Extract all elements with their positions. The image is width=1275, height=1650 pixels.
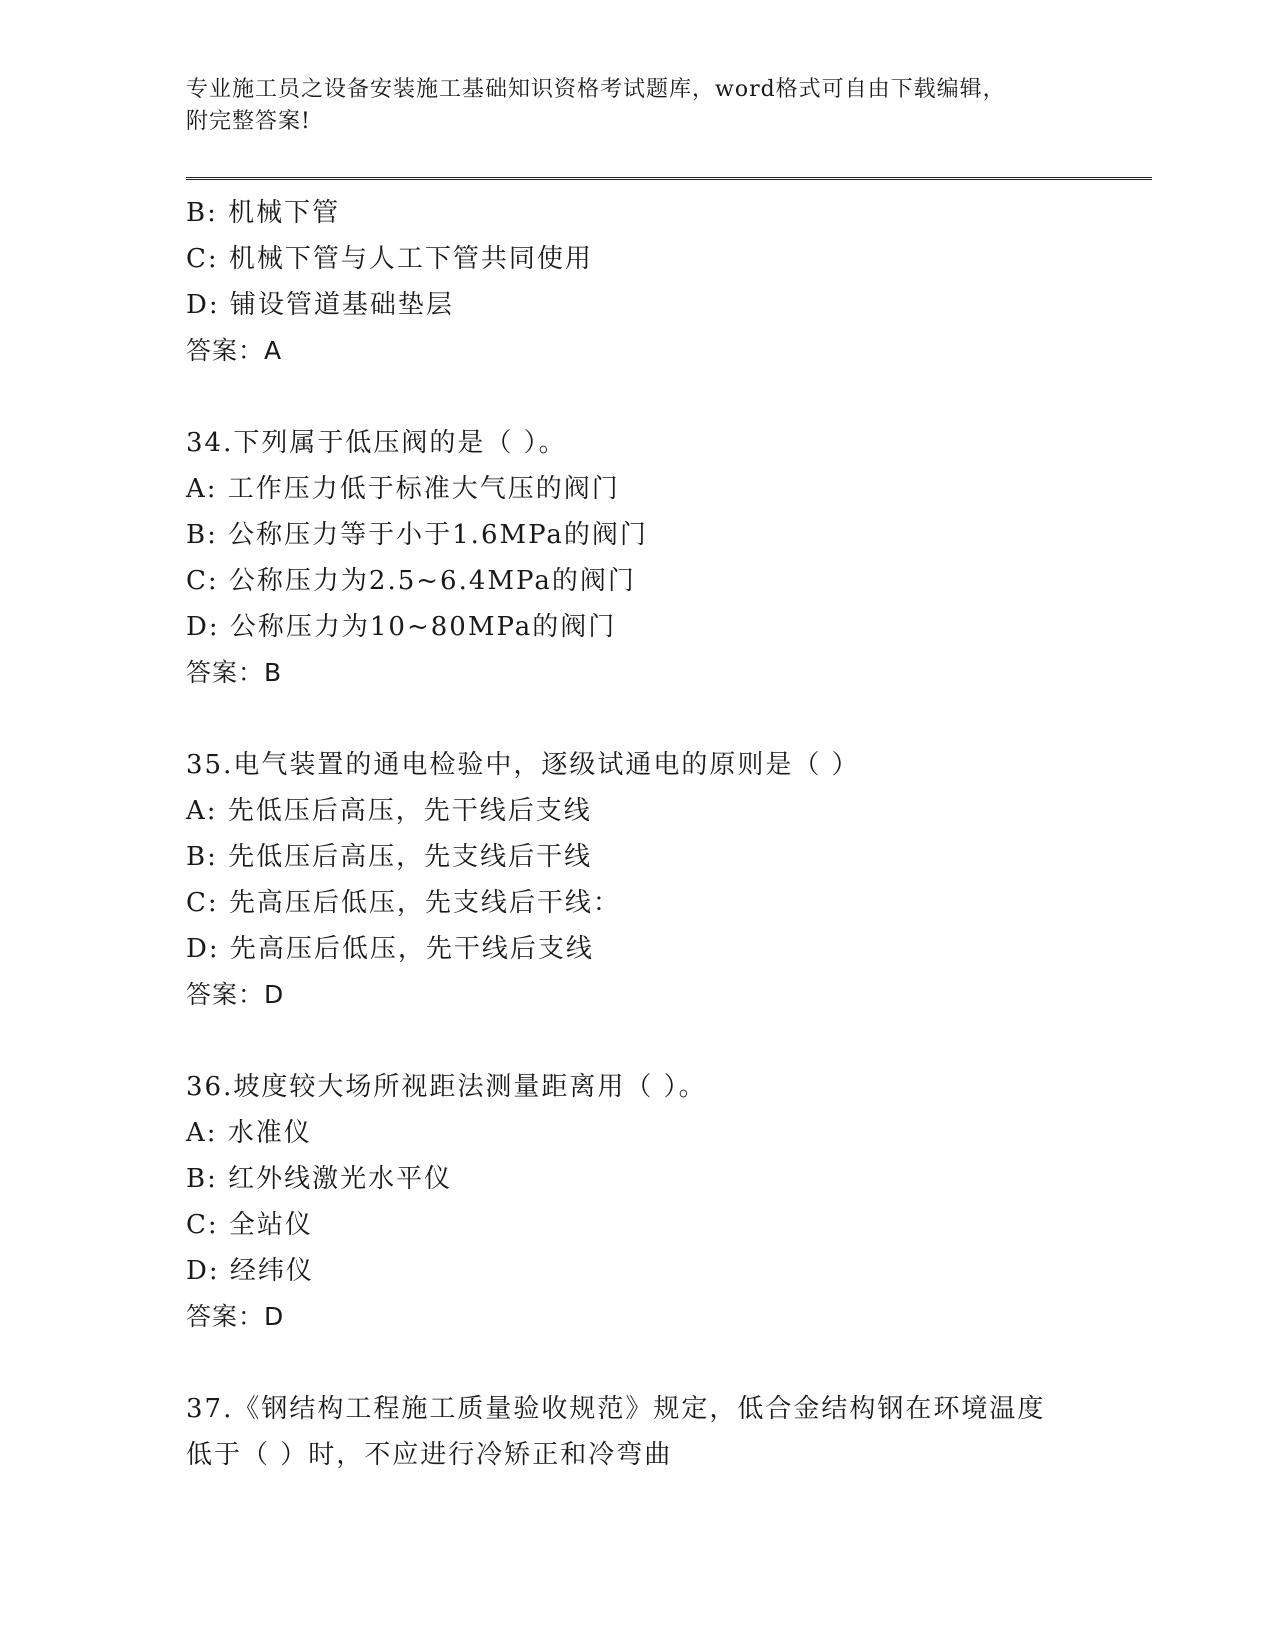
- answer: 答案：D: [186, 980, 285, 1009]
- question-35: [186, 742, 1086, 1018]
- option-b: B: 机械下管: [186, 198, 341, 228]
- question-36: [186, 1064, 1086, 1340]
- question-list: [186, 190, 1086, 1478]
- option-b: B: 红外线激光水平仪: [186, 1164, 453, 1194]
- question-text: 34.下列属于低压阀的是（ ）。: [186, 428, 567, 458]
- option-a: A: 工作压力低于标准大气压的阀门: [186, 474, 620, 504]
- header-divider: [186, 177, 1152, 180]
- document-header: [186, 74, 1086, 138]
- spacer: [186, 374, 1086, 420]
- option-c: C: 全站仪: [186, 1210, 313, 1240]
- question-37: [186, 1386, 1086, 1478]
- question-text: 35.电气装置的通电检验中，逐级试通电的原则是（ ）: [186, 750, 860, 780]
- option-a: A: 水准仪: [186, 1118, 312, 1148]
- answer: 答案：A: [186, 336, 283, 365]
- option-d: D: 经纬仪: [186, 1256, 314, 1286]
- option-a: A: 先低压后高压，先干线后支线: [186, 796, 592, 826]
- option-d: D: 铺设管道基础垫层: [186, 290, 454, 320]
- option-c: C: 先高压后低压，先支线后干线：: [186, 888, 621, 918]
- spacer: [186, 696, 1086, 742]
- option-d: D: 公称压力为10~80MPa的阀门: [186, 612, 617, 642]
- question-text-line-2: 低于（ ）时，不应进行冷矫正和冷弯曲: [186, 1440, 673, 1470]
- answer: 答案：D: [186, 1302, 285, 1331]
- header-line-1: 专业施工员之设备安装施工基础知识资格考试题库，word格式可自由下载编辑，: [186, 77, 1006, 102]
- answer: 答案：B: [186, 658, 283, 687]
- option-d: D: 先高压后低压，先干线后支线: [186, 934, 594, 964]
- option-c: C: 公称压力为2.5~6.4MPa的阀门: [186, 566, 636, 596]
- header-line-2: 附完整答案!: [186, 109, 311, 134]
- question-text-line-1: 37.《钢结构工程施工质量验收规范》规定，低合金结构钢在环境温度: [186, 1394, 1046, 1424]
- spacer: [186, 1340, 1086, 1386]
- spacer: [186, 1018, 1086, 1064]
- option-b: B: 公称压力等于小于1.6MPa的阀门: [186, 520, 648, 550]
- question-34: [186, 420, 1086, 696]
- question-text: 36.坡度较大场所视距法测量距离用（ ）。: [186, 1072, 707, 1102]
- option-b: B: 先低压后高压，先支线后干线: [186, 842, 593, 872]
- question-33: [186, 190, 1086, 374]
- option-c: C: 机械下管与人工下管共同使用: [186, 244, 593, 274]
